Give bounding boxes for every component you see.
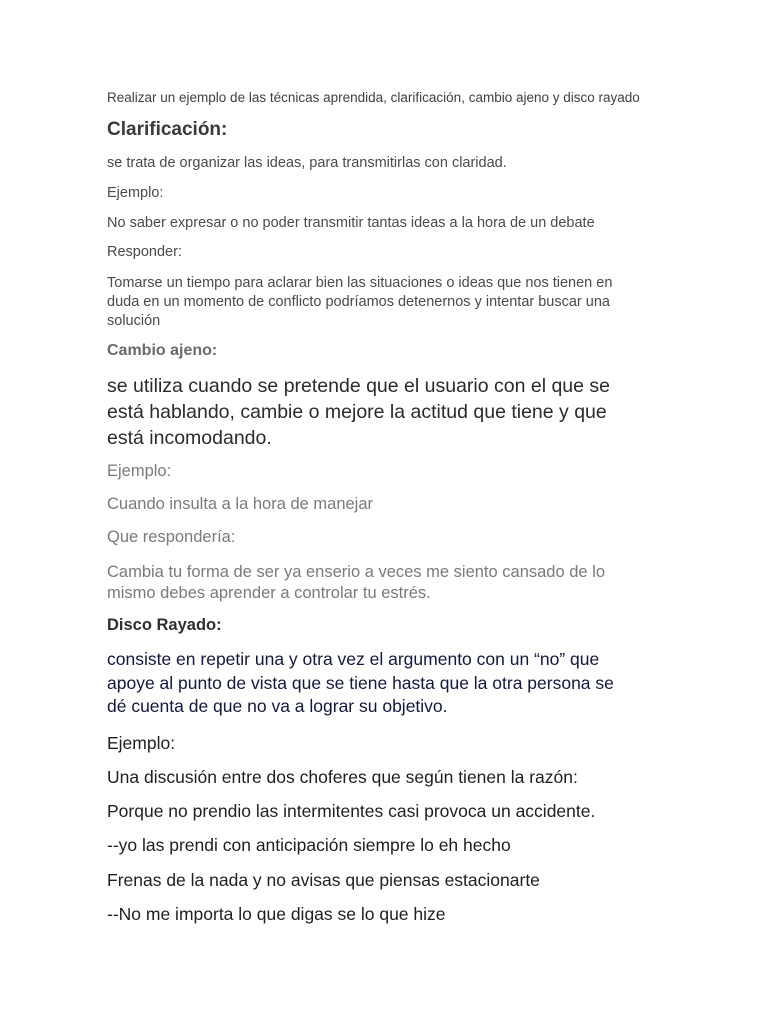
- definition-line: está hablando, cambie o mejore la actitud que tiene y que: [107, 401, 607, 423]
- dialogue-line: Frenas de la nada y no avisas que piensas estacionarte: [107, 870, 540, 890]
- answer-line: duda en un momento de conflicto podríamos detenernos y intentar buscar una: [107, 294, 610, 310]
- definition-line: consiste en repetir una y otra vez el argumento con un “no” que: [107, 649, 600, 669]
- definition-line: se utiliza cuando se pretende que el usuario con el que se: [107, 375, 611, 397]
- clarificacion-example-label: Ejemplo:: [107, 185, 164, 201]
- answer-line: Tomarse un tiempo para aclarar bien las situaciones o ideas que nos tienen en: [107, 275, 613, 291]
- intro-text: Realizar un ejemplo de las técnicas aprendida, clarificación, cambio ajeno y disco rayado: [107, 90, 640, 105]
- clarificacion-answer: [107, 274, 667, 331]
- answer-line: mismo debes aprender a controlar tu estrés.: [107, 584, 431, 602]
- disco-rayado-example-label: Ejemplo:: [107, 733, 176, 753]
- definition-line: apoye al punto de vista que se tiene hasta que la otra persona se: [107, 672, 614, 693]
- answer-line: Cambia tu forma de ser ya enserio a veces me siento cansado de lo: [107, 563, 606, 581]
- cambio-ajeno-answer: [107, 562, 667, 604]
- definition-line: está incomodando.: [107, 427, 272, 449]
- clarificacion-answer-label: Responder:: [107, 244, 182, 260]
- answer-line: solución: [107, 313, 161, 329]
- clarificacion-example: No saber expresar o no poder transmitir tantas ideas a la hora de un debate: [107, 215, 595, 231]
- cambio-ajeno-example: Cuando insulta a la hora de manejar: [107, 495, 374, 513]
- clarificacion-heading: Clarificación:: [107, 119, 228, 140]
- definition-line: dé cuenta de que no va a lograr su objetivo.: [107, 696, 448, 716]
- dialogue-line: --yo las prendi con anticipación siempre lo eh hecho: [107, 835, 511, 855]
- cambio-ajeno-heading: Cambio ajeno:: [107, 342, 218, 359]
- dialogue-line: --No me importa lo que digas se lo que hize: [107, 904, 446, 924]
- disco-rayado-definition: [107, 648, 667, 719]
- disco-rayado-heading: Disco Rayado:: [107, 616, 222, 634]
- dialogue-line: Porque no prendio las intermitentes casi provoca un accidente.: [107, 801, 596, 821]
- cambio-ajeno-example-label: Ejemplo:: [107, 462, 172, 480]
- cambio-ajeno-answer-label: Que respondería:: [107, 528, 236, 546]
- dialogue-line: Una discusión entre dos choferes que según tienen la razón:: [107, 767, 578, 787]
- clarificacion-definition: se trata de organizar las ideas, para transmitirlas con claridad.: [107, 155, 507, 171]
- cambio-ajeno-definition: [107, 373, 667, 451]
